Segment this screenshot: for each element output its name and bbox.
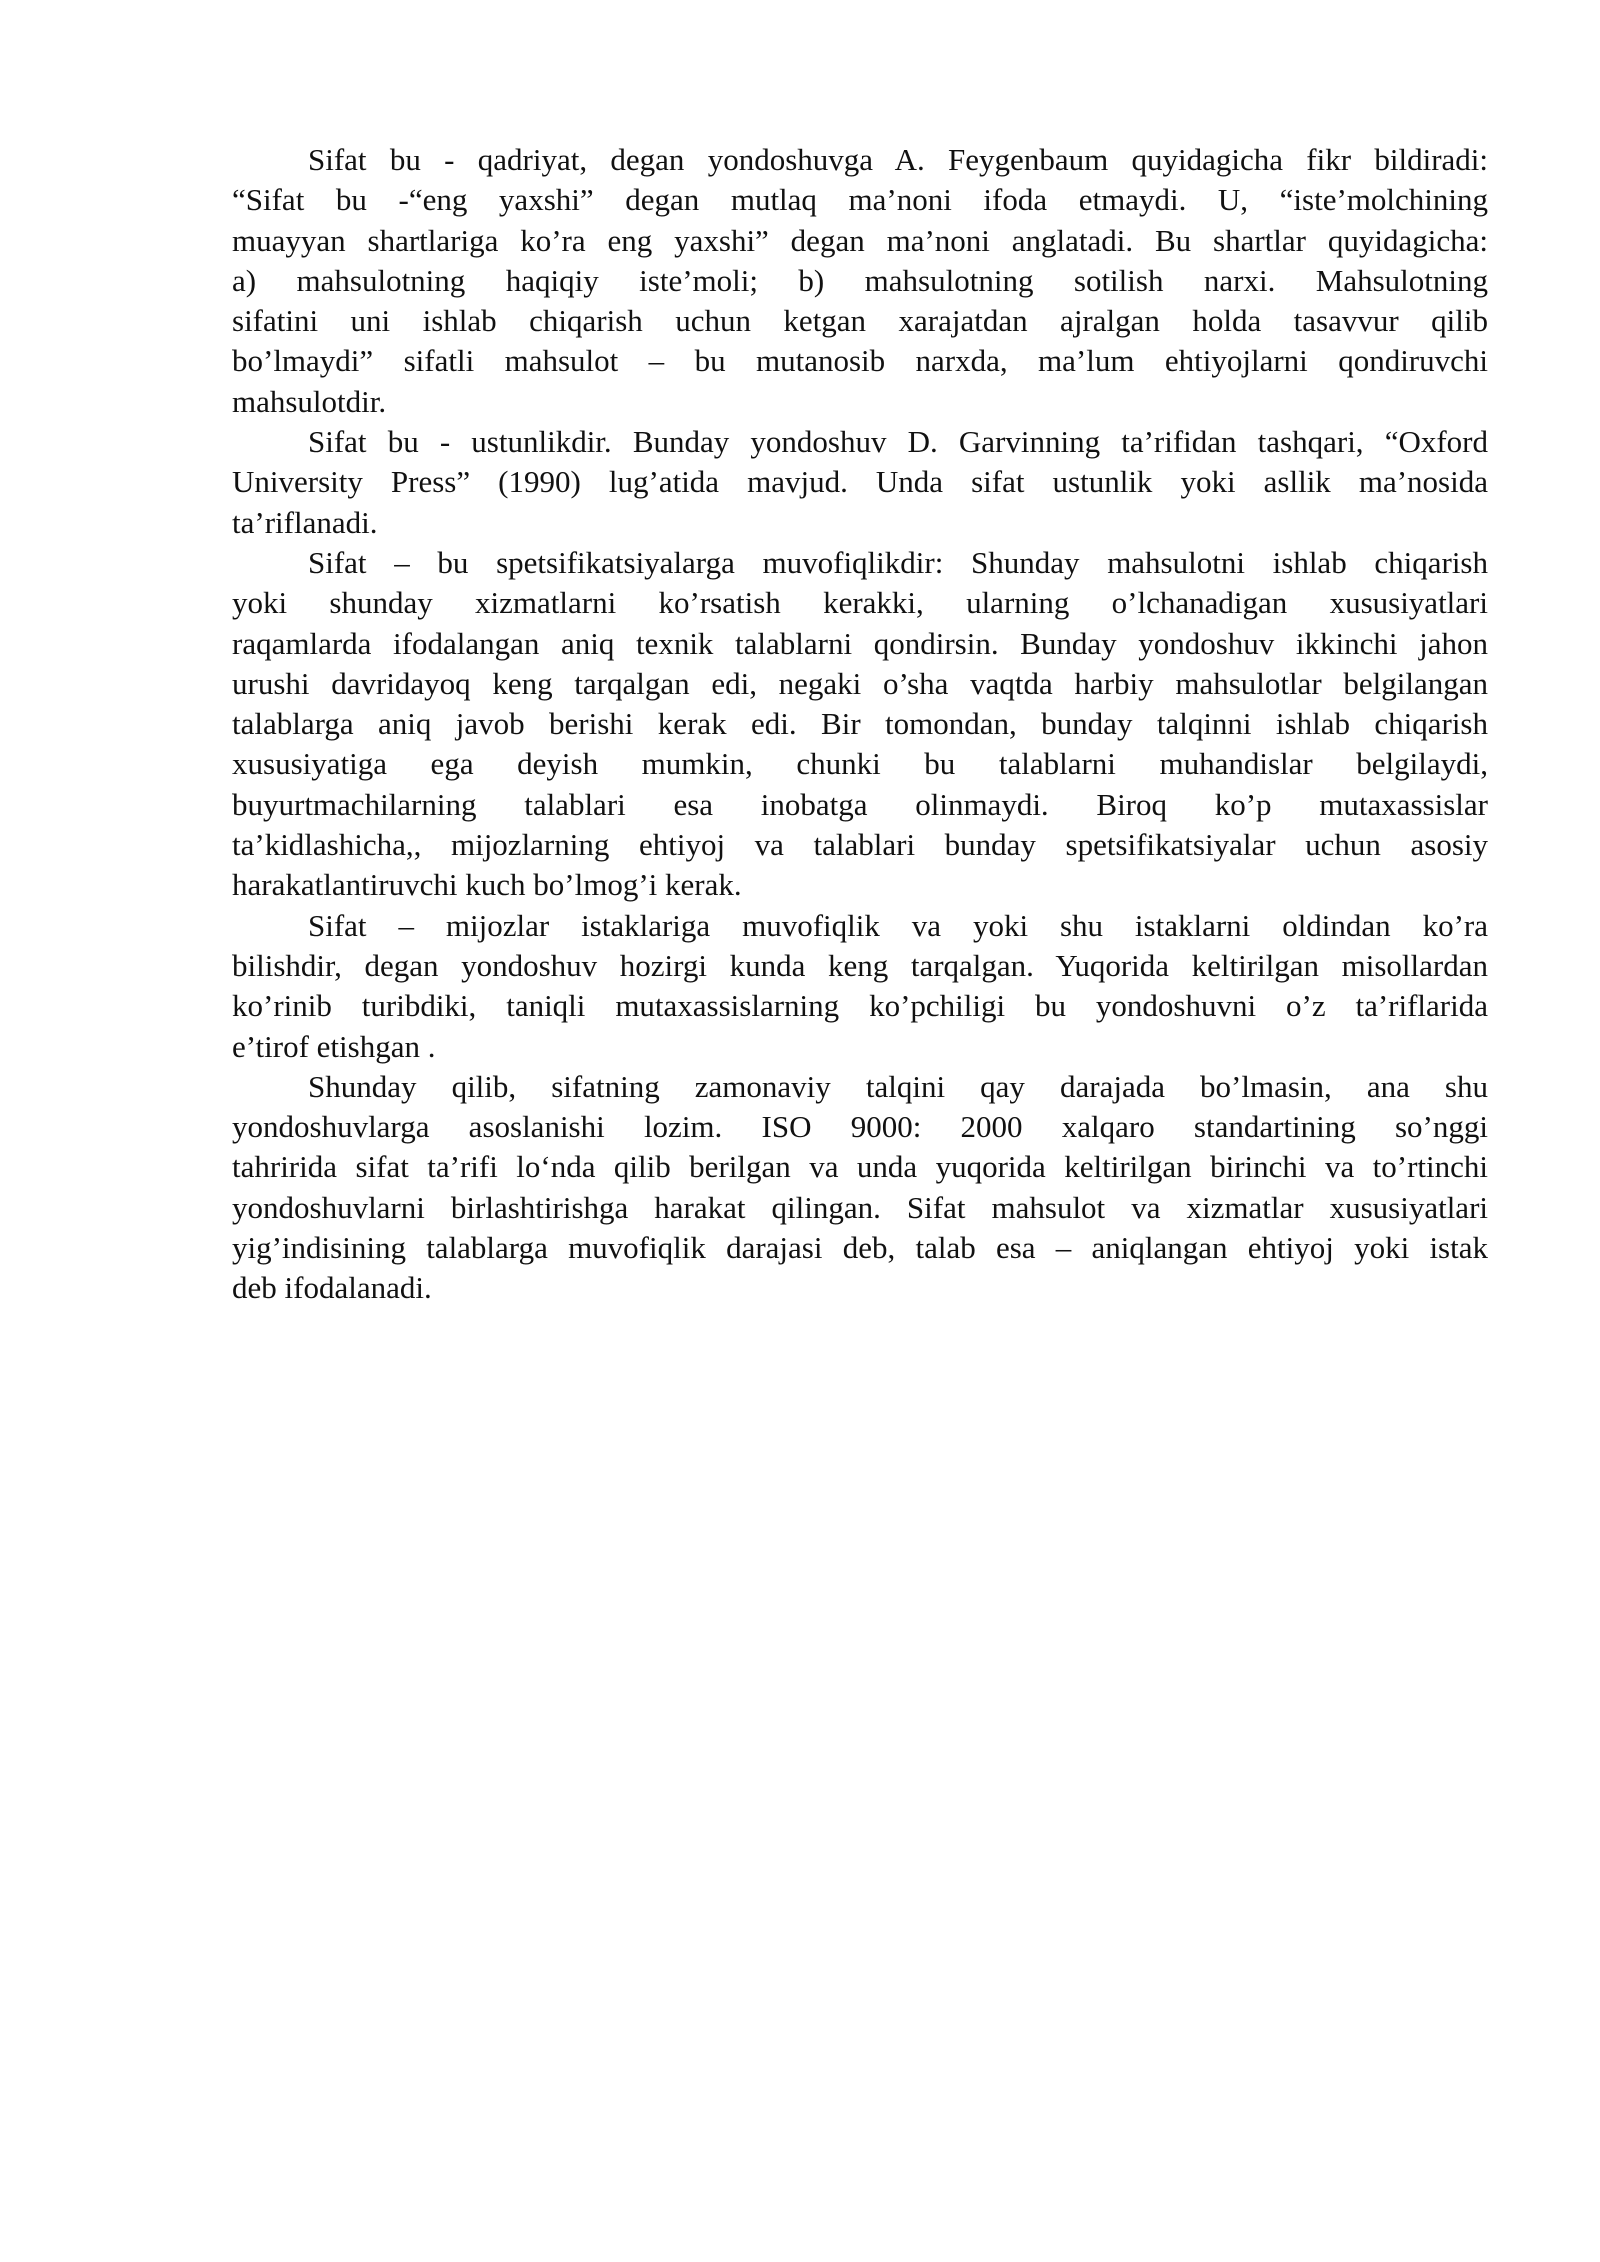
text-line: ta’riflanadi. [232, 504, 378, 540]
text-line: bo’lmaydi” sifatli mahsulot – bu mutanosib narxda, ma’lum ehtiyojlarni qondiruvchi [232, 343, 1488, 379]
text-line: a) mahsulotning haqiqiy iste’moli; b) mahsulotning sotilish narxi. Mahsulotning [232, 262, 1488, 298]
text-line: “Sifat bu -“eng yaxshi” degan mutlaq ma’noni ifoda etmaydi. U, “iste’molchining [232, 182, 1488, 218]
text-line: muayyan shartlariga ko’ra eng yaxshi” degan ma’noni anglatadi. Bu shartlar quyidagicha: [232, 222, 1488, 258]
text-line: buyurtmachilarning talablari esa inobatga olinmaydi. Biroq ko’p mutaxassislar [232, 786, 1488, 822]
text-line: Sifat – bu spetsifikatsiyalarga muvofiqlikdir: Shunday mahsulotni ishlab chiqarish [308, 544, 1488, 580]
text-line: yondoshuvlarga asoslanishi lozim. ISO 9000: 2000 xalqaro standartining so’nggi [232, 1109, 1488, 1145]
paragraph-iso-9000-definition [232, 1067, 1488, 1309]
text-line: tahririda sifat ta’rifi lo‘nda qilib berilgan va unda yuqorida keltirilgan birinchi va to’rtinchi [232, 1149, 1488, 1185]
text-line: Sifat – mijozlar istaklariga muvofiqlik va yoki shu istaklarni oldindan ko’ra [308, 907, 1488, 943]
text-line: xususiyatiga ega deyish mumkin, chunki bu talablarni muhandislar belgilaydi, [232, 746, 1488, 782]
text-line: Sifat bu - qadriyat, degan yondoshuvga A. Feygenbaum quyidagicha fikr bildiradi: [308, 142, 1488, 177]
paragraph-quality-as-customer-fit [232, 906, 1488, 1067]
text-line: deb ifodalanadi. [232, 1270, 432, 1306]
text-line: urushi davridayoq keng tarqalgan edi, negaki o’sha vaqtda harbiy mahsulotlar belgilangan [232, 665, 1488, 701]
paragraph-quality-as-excellence [232, 422, 1488, 543]
text-line: sifatini uni ishlab chiqarish uchun ketgan xarajatdan ajralgan holda tasavvur qilib [232, 303, 1488, 339]
text-line: bilishdir, degan yondoshuv hozirgi kunda keng tarqalgan. Yuqorida keltirilgan misollardan [232, 947, 1488, 983]
text-line: University Press” (1990) lug’atida mavjud. Unda sifat ustunlik yoki asllik ma’nosida [232, 464, 1488, 500]
text-line: mahsulotdir. [232, 383, 387, 419]
paragraph-quality-as-value [232, 140, 1488, 422]
text-line: Shunday qilib, sifatning zamonaviy talqini qay darajada bo’lmasin, ana shu [308, 1068, 1488, 1104]
text-line: yig’indisining talablarga muvofiqlik darajasi deb, talab esa – aniqlangan ehtiyoj yoki istak [232, 1230, 1488, 1266]
text-line: Sifat bu - ustunlikdir. Bunday yondoshuv D. Garvinning ta’rifidan tashqari, “Oxford [308, 424, 1488, 460]
text-line: harakatlantiruvchi kuch bo’lmog’i kerak. [232, 867, 742, 903]
text-line: raqamlarda ifodalangan aniq texnik talablarni qondirsin. Bunday yondoshuv ikkinchi jahon [232, 625, 1488, 661]
text-line: e’tirof etishgan . [232, 1028, 436, 1064]
text-line: talablarga aniq javob berishi kerak edi. Bir tomondan, bunday talqinni ishlab chiqarish [232, 706, 1488, 742]
text-line: ko’rinib turibdiki, taniqli mutaxassislarning ko’pchiligi bu yondoshuvni o’z ta’riflarida [232, 988, 1488, 1024]
text-line: yoki shunday xizmatlarni ko’rsatish kerakki, ularning o’lchanadigan xususiyatlari [232, 585, 1488, 621]
text-line: yondoshuvlarni birlashtirishga harakat qilingan. Sifat mahsulot va xizmatlar xususiyatlari [232, 1189, 1488, 1225]
document-body [232, 140, 1488, 1309]
paragraph-quality-as-conformance [232, 543, 1488, 906]
text-line: ta’kidlashicha,, mijozlarning ehtiyoj va talablari bunday spetsifikatsiyalar uchun asosiy [232, 827, 1488, 863]
